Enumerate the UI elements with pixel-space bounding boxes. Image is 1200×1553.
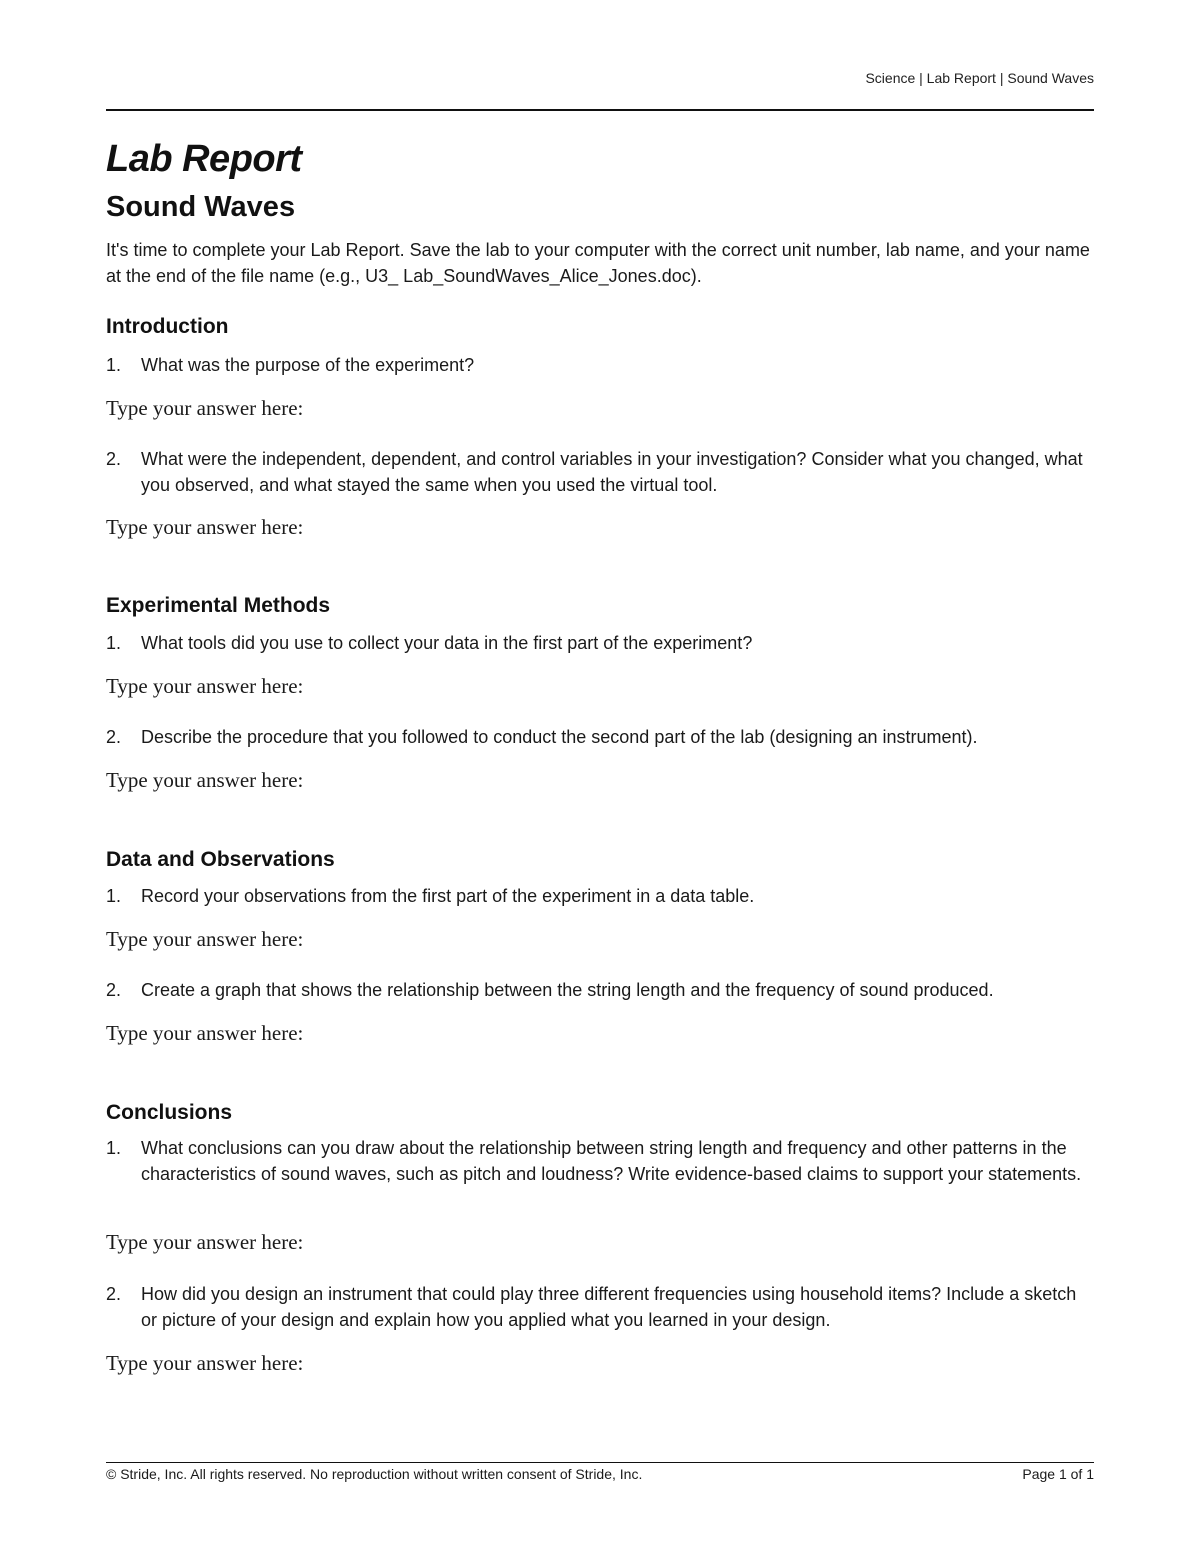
question-item xyxy=(106,1135,1094,1187)
question-number: 1. xyxy=(106,633,122,653)
question-text: What was the purpose of the experiment? xyxy=(141,355,475,375)
footer-copyright: © Stride, Inc. All rights reserved. No reproduction without written consent of Stride, Inc. xyxy=(106,1466,643,1482)
answer-field[interactable]: Type your answer here: xyxy=(106,515,304,539)
question-text: What tools did you use to collect your data in the first part of the experiment? xyxy=(141,633,753,653)
question-number: 1. xyxy=(106,355,122,375)
question-item xyxy=(106,724,1094,750)
question-item xyxy=(106,883,1094,909)
question-text: What were the independent, dependent, and control variables in your investigation? Consider what you changed, what you observed, and what stayed the same when you used the virtual tool. xyxy=(141,449,1083,495)
question-number: 1. xyxy=(106,886,122,906)
question-number: 2. xyxy=(106,449,122,469)
question-text: Record your observations from the first part of the experiment in a data table. xyxy=(141,886,755,906)
question-text: Describe the procedure that you followed to conduct the second part of the lab (designing an instrument). xyxy=(141,727,978,747)
answer-field[interactable]: Type your answer here: xyxy=(106,1021,304,1045)
answer-field[interactable]: Type your answer here: xyxy=(106,396,304,420)
question-text: Create a graph that shows the relationship between the string length and the frequency of sound produced. xyxy=(141,980,994,1000)
question-number: 2. xyxy=(106,727,122,747)
question-number: 2. xyxy=(106,1284,122,1304)
footer-divider xyxy=(106,1462,1094,1463)
question-number: 2. xyxy=(106,980,122,1000)
section-heading-experimental-methods: Experimental Methods xyxy=(106,594,331,617)
answer-field[interactable]: Type your answer here: xyxy=(106,1230,304,1254)
running-header: Science | Lab Report | Sound Waves xyxy=(865,70,1094,86)
answer-field[interactable]: Type your answer here: xyxy=(106,1351,304,1375)
document-title: Lab Report xyxy=(106,138,302,180)
question-item xyxy=(106,630,1094,656)
document-subtitle: Sound Waves xyxy=(106,191,296,223)
section-heading-data-and-observations: Data and Observations xyxy=(106,848,335,871)
question-text: How did you design an instrument that could play three different frequencies using household items? Include a sketch or picture of your design and explain how you applied what you learned in your design. xyxy=(141,1284,1077,1330)
header-divider xyxy=(106,109,1094,111)
section-heading-conclusions: Conclusions xyxy=(106,1101,233,1124)
answer-field[interactable]: Type your answer here: xyxy=(106,674,304,698)
question-text: What conclusions can you draw about the relationship between string length and frequency and other patterns in the characteristics of sound waves, such as pitch and loudness? Write evidence-based claims to support your statements. xyxy=(141,1138,1082,1184)
footer-page-number: Page 1 of 1 xyxy=(1022,1466,1094,1482)
question-item xyxy=(106,352,1094,378)
question-item xyxy=(106,446,1094,498)
section-heading-introduction: Introduction xyxy=(106,315,229,338)
question-item xyxy=(106,977,1094,1003)
answer-field[interactable]: Type your answer here: xyxy=(106,768,304,792)
question-number: 1. xyxy=(106,1138,122,1158)
answer-field[interactable]: Type your answer here: xyxy=(106,927,304,951)
question-item xyxy=(106,1281,1094,1333)
intro-paragraph: It's time to complete your Lab Report. Save the lab to your computer with the correct unit number, lab name, and your name at the end of the file name (e.g., U3_ Lab_SoundWaves_Alice_Jones.doc). xyxy=(106,240,1090,286)
document-page xyxy=(106,0,1094,1553)
